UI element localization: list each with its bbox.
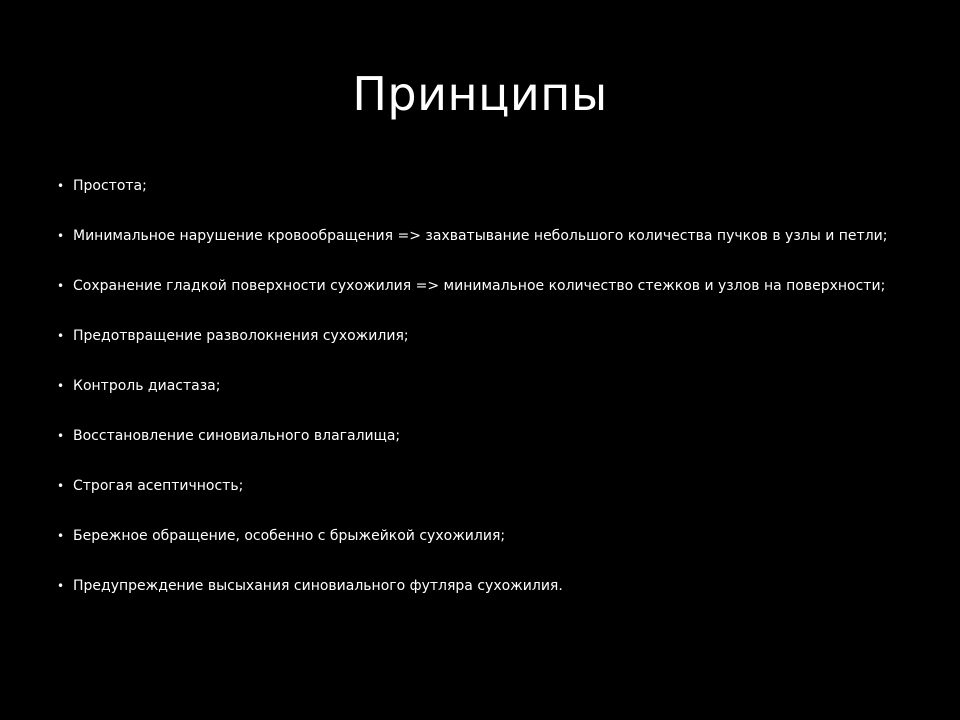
list-item	[57, 576, 902, 596]
bullet-icon: •	[57, 429, 65, 443]
bullet-icon: •	[57, 479, 65, 493]
bullet-icon: •	[57, 179, 65, 193]
bullet-icon: •	[57, 329, 65, 343]
list-item	[57, 326, 902, 346]
list-item	[57, 526, 902, 546]
slide-title: Принципы	[352, 67, 608, 121]
list-item-text: Восстановление синовиального влагалища;	[73, 428, 401, 444]
bullet-icon: •	[57, 229, 65, 243]
list-item-text: Сохранение гладкой поверхности сухожилия => минимальное количество стежков и узлов на поверхности;	[73, 278, 886, 294]
list-item	[57, 176, 902, 196]
list-item	[57, 226, 902, 246]
bullet-list	[57, 176, 902, 626]
list-item	[57, 426, 902, 446]
bullet-icon: •	[57, 529, 65, 543]
list-item-text: Минимальное нарушение кровообращения => захватывание небольшого количества пучков в узлы и петли;	[73, 228, 888, 244]
list-item-text: Контроль диастаза;	[73, 378, 221, 394]
list-item-text: Бережное обращение, особенно с брыжейкой сухожилия;	[73, 528, 506, 544]
bullet-icon: •	[57, 379, 65, 393]
list-item	[57, 276, 902, 296]
list-item	[57, 476, 902, 496]
list-item-text: Предотвращение разволокнения сухожилия;	[73, 328, 409, 344]
bullet-icon: •	[57, 579, 65, 593]
list-item-text: Строгая асептичность;	[73, 478, 244, 494]
bullet-icon: •	[57, 279, 65, 293]
list-item-text: Простота;	[73, 178, 147, 194]
list-item-text: Предупреждение высыхания синовиального футляра сухожилия.	[73, 578, 563, 594]
list-item	[57, 376, 902, 396]
